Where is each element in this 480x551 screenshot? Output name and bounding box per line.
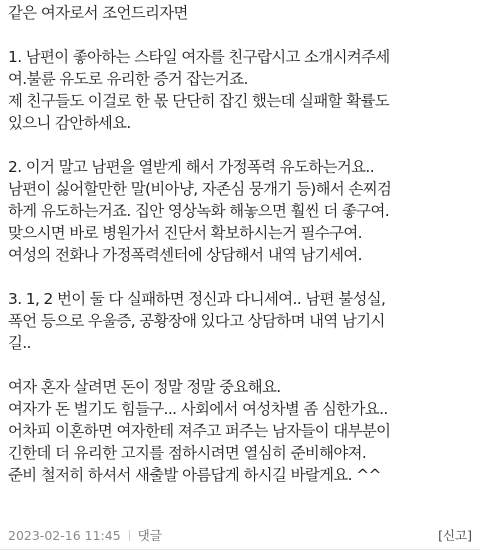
comment-timestamp: 2023-02-16 11:45: [8, 527, 121, 543]
comment-line: 1. 남편이 좋아하는 스타일 여자를 친구랍시고 소개시켜주세: [8, 48, 390, 66]
comment-line: 제 친구들도 이걸로 한 몫 단단히 잡긴 했는데 실패할 확률도: [8, 92, 390, 110]
comment-line: 여자가 돈 벌기도 힘들구... 사회에서 여성차별 좀 심한가요..: [8, 400, 388, 418]
blank-line: [8, 134, 474, 156]
comment-line: 여.불륜 유도로 유리한 증거 잡는거죠.: [8, 70, 248, 88]
comment-line: 긴한데 더 유리한 고지를 점하시려면 열심히 준비해야져.: [8, 444, 367, 462]
comment-line: 길..: [8, 334, 31, 352]
comment-line: 여자 혼자 살려면 돈이 정말 정말 중요해요.: [8, 378, 281, 396]
comment-line: 폭언 등으로 우울증, 공황장애 있다고 상담하며 내역 남기시: [8, 312, 385, 330]
comment-line: 준비 철저히 하셔서 새출발 아름답게 하시길 바랄게요. ^^: [8, 466, 381, 484]
footer-divider: [129, 530, 130, 541]
report-button[interactable]: [신고]: [438, 528, 472, 543]
blank-line: [8, 354, 474, 376]
comment-line: 어차피 이혼하면 여자한테 져주고 퍼주는 남자들이 대부분이: [8, 422, 391, 440]
comment-line: 3. 1, 2 번이 둘 다 실패하면 정신과 다니세여.. 남편 불성실,: [8, 290, 386, 308]
comment-line: 남편이 싫어할만한 말(비아냥, 자존심 뭉개기 등)해서 손찌검: [8, 180, 392, 198]
comment-line: 같은 여자로서 조언드리자면: [8, 4, 188, 22]
blank-line: [8, 266, 474, 288]
comment-line: 하게 유도하는거죠. 집안 영상녹화 해놓으면 훨씬 더 좋구여.: [8, 202, 390, 220]
reply-button[interactable]: 댓글: [137, 528, 162, 543]
divider: [0, 549, 480, 550]
comment-line: 2. 이거 말고 남편을 열받게 해서 가정폭력 유도하는거요..: [8, 158, 374, 176]
comment-line: 있으니 감안하세요.: [8, 114, 131, 132]
comment-footer: [8, 525, 472, 545]
comment-body: [8, 2, 474, 486]
blank-line: [8, 24, 474, 46]
comment-line: 여성의 전화나 가정폭력센터에 상담해서 내역 남기세여.: [8, 246, 362, 264]
comment-line: 맞으시면 바로 병원가서 진단서 확보하시는거 필수구여.: [8, 224, 362, 242]
